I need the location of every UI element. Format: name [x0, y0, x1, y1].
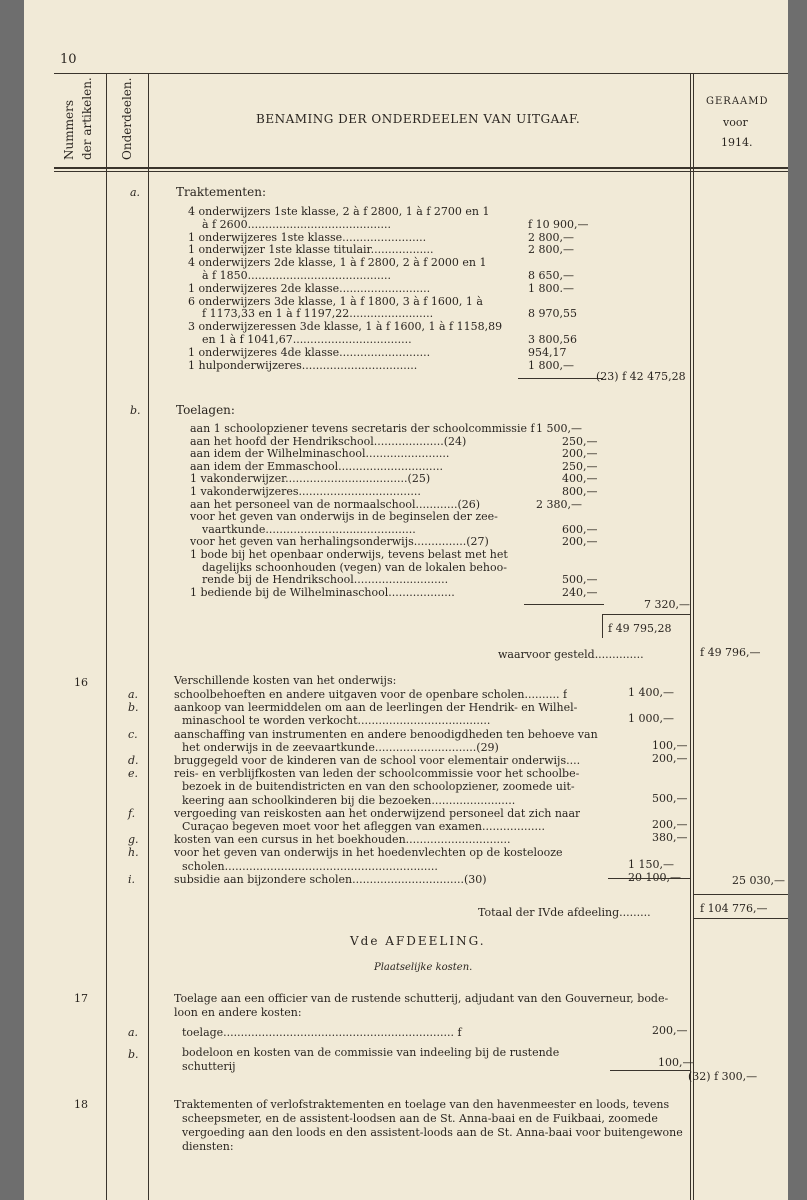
sec-b-line: 1 bode bij het openbaar onderwijs, tevens belast met het: [190, 548, 508, 561]
art17-text-1: Toelage aan een officier van de rustende schutterij, adjudant van den Gouverneur, bode-: [174, 992, 669, 1005]
art16-item-text: Curaçao begeven moet voor het afleggen van examen..................: [182, 820, 545, 833]
sec-a-line-amount: 2 800,—: [528, 230, 574, 244]
sec-b-line: aan het hoofd der Hendrikschool....................(24): [190, 434, 467, 448]
sec-a-total: (23) f 42 475,28: [596, 370, 686, 383]
sec-a-sum-rule: [518, 378, 603, 379]
totaal-rule: [693, 894, 788, 895]
art16-item-amount: 1 150,—: [628, 857, 674, 871]
art18-text-1: Traktementen of verlofstraktementen en toelage van den havenmeester en loods, tevens: [174, 1098, 670, 1111]
sec-b-line: rende bij de Hendrikschool...........................: [202, 573, 449, 587]
sec-a-line: 4 onderwijzers 2de klasse, 1 à f 2800, 2 à f 2000 en 1: [188, 256, 487, 270]
sec-b-line: vaartkunde...........................................: [202, 522, 416, 536]
art18-text-3: vergoeding aan den loods en den assistent-loods aan de St. Anna-baai voor buitengewone: [182, 1126, 683, 1139]
sec-a-line: 1 onderwijzer 1ste klasse titulair..................: [188, 243, 434, 257]
art16-item-marker: d.: [128, 754, 139, 767]
sec-b-sum-rule: [524, 604, 604, 605]
waarvoor-gesteld: waarvoor gesteld..............: [498, 648, 644, 661]
sec-b-line-amount: 800,—: [562, 485, 598, 498]
sec-a-line: 1 onderwijzeres 1ste klasse........................: [188, 230, 427, 244]
header-rule-2: [54, 171, 788, 172]
header-col1-line1: Nummers: [62, 100, 76, 160]
art17-number: 17: [74, 992, 88, 1005]
art18-text-4: diensten:: [182, 1140, 234, 1153]
art17-b-text-2: schutterij: [182, 1060, 236, 1073]
sec-a-line: à f 2600.........................................: [202, 217, 391, 231]
art16-heading: Verschillende kosten van het onderwijs:: [174, 674, 397, 687]
art16-item-amount: 1 400,—: [628, 686, 674, 699]
sec-b-line: 1 bediende bij de Wilhelminaschool...................: [190, 585, 455, 599]
art16-item-text: reis- en verblijfkosten van leden der schoolcommissie voor het schoolbe-: [174, 767, 580, 781]
subtotal-bracket: [602, 614, 603, 638]
art17-b-marker: b.: [128, 1048, 139, 1061]
column-divider-3: [690, 73, 691, 1200]
art16-item-text: voor het geven van onderwijs in het hoedenvlechten op de kostelooze: [174, 846, 563, 860]
art16-item-text: bruggegeld voor de kinderen van de school voor elementair onderwijs....: [174, 754, 581, 767]
art16-item-amount: 100,—: [652, 738, 688, 752]
sec-a-line-amount: 954,17: [528, 345, 567, 359]
column-divider-1: [106, 73, 107, 1200]
sec-b-line-amount: 250,—: [562, 434, 598, 448]
sec-a-marker: a.: [130, 186, 141, 199]
sec-a-line-amount: 8 970,55: [528, 307, 577, 321]
art16-item-text: het onderwijs in de zeevaartkunde.............................(29): [182, 740, 499, 754]
art16-item-amount: 380,—: [652, 831, 688, 845]
header-col1-line2: der artikelen.: [80, 77, 94, 160]
sec-a-line-amount: 2 800,—: [528, 243, 574, 257]
sec-b-line: aan idem der Emmaschool..............................: [190, 459, 443, 473]
sec-a-line-amount: 3 800,56: [528, 333, 577, 346]
header-voor: voor: [723, 116, 748, 129]
sec-a-line-amount: f 10 900,—: [528, 217, 589, 231]
sec-b-line: voor het geven van onderwijs in de beginselen der zee-: [190, 510, 498, 524]
art16-item-text: kosten van een cursus in het boekhouden..............................: [174, 833, 511, 847]
sec-b-line-amount: 200,—: [562, 535, 598, 549]
sec-a-line: f 1173,33 en 1 à f 1197,22........................: [202, 307, 434, 321]
sec-b-line: aan het personeel van de normaalschool............(26): [190, 497, 481, 511]
art16-number: 16: [74, 676, 88, 689]
art16-item-marker: h.: [128, 846, 139, 860]
sec-a-line: 1 hulponderwijzeres.................................: [188, 358, 418, 372]
sec-b-line-amount: 250,—: [562, 459, 598, 473]
header-rule: [54, 167, 788, 169]
art18-number: 18: [74, 1098, 88, 1111]
sec-a-line: 4 onderwijzers 1ste klasse, 2 à f 2800, 1 à f 2700 en 1: [188, 205, 490, 218]
art17-total: (32) f 300,—: [688, 1070, 758, 1083]
sec-a-line: 6 onderwijzers 3de klasse, 1 à f 1800, 3 à f 1600, 1 à: [188, 294, 483, 308]
sec-b-heading: Toelagen:: [176, 403, 235, 417]
sec-b-line-amount: 400,—: [562, 472, 598, 486]
art17-a-amount: 200,—: [652, 1024, 688, 1037]
afdeeling-subtitle: Plaatselijke kosten.: [374, 962, 473, 973]
waarvoor-amount: f 49 796,—: [700, 646, 761, 659]
sec-b-line-amount: 2 380,—: [536, 497, 582, 511]
art17-b-amount: 100,—: [658, 1056, 694, 1069]
header-col2: Onderdeelen.: [120, 77, 134, 160]
art16-item-marker: a.: [128, 688, 139, 701]
sec-b-line-amount: 240,—: [562, 585, 598, 599]
sec-b-marker: b.: [130, 404, 141, 417]
art16-item-text: aanschaffing van instrumenten en andere benoodigdheden ten behoeve van: [174, 727, 598, 741]
document-page: [24, 0, 788, 1200]
sec-a-line: 3 onderwijzeressen 3de klasse, 1 à f 1600, 1 à f 1158,89: [188, 320, 503, 334]
art17-a-marker: a.: [128, 1026, 139, 1039]
sec-b-line: 1 vakonderwijzer...................................(25): [190, 472, 431, 486]
sec-b-line: voor het geven van herhalingsonderwijs...............(27): [190, 535, 489, 549]
sec-b-line: dagelijks schoonhouden (vegen) van de lokalen behoo-: [202, 560, 507, 574]
art17-a-text: toelage.................................................................. f: [182, 1026, 462, 1039]
totaal-amount: f 104 776,—: [700, 902, 768, 915]
sec-b-line: aan 1 schoolopziener tevens secretaris der schoolcommissie f: [190, 422, 535, 435]
art16-item-text: aankoop van leermiddelen om aan de leerlingen der Hendrik- en Wilhel-: [174, 701, 578, 715]
subtotal: f 49 795,28: [608, 622, 672, 635]
art16-item-text: minaschool te worden verkocht......................................: [182, 714, 491, 728]
sec-b-line: aan idem der Wilhelminaschool........................: [190, 447, 450, 461]
art16-item-text: keering aan schoolkinderen bij die bezoeken........................: [182, 793, 516, 807]
sec-b-line-amount: 500,—: [562, 573, 598, 587]
page-number: 10: [60, 52, 77, 67]
art16-item-marker: c.: [128, 727, 138, 741]
sec-a-line: en 1 à f 1041,67..................................: [202, 333, 412, 346]
header-geraamd: GERAAMD: [706, 96, 769, 107]
sec-b-total: 7 320,—: [644, 598, 690, 611]
sec-a-line: à f 1850.........................................: [202, 269, 391, 282]
art16-sum-rule: [608, 878, 690, 879]
sec-a-line-amount: 8 650,—: [528, 269, 574, 282]
art16-item-text: bezoek in de buitendistricten en van den schoolopziener, zoomede uit-: [182, 780, 575, 794]
sec-b-line-amount: 1 500,—: [536, 422, 582, 435]
column-divider-3b: [693, 73, 694, 1200]
header-year: 1914.: [721, 136, 753, 149]
art16-item-amount: 200,—: [652, 818, 688, 831]
sec-a-line-amount: 1 800,—: [528, 358, 574, 372]
sec-a-heading: Traktementen:: [176, 185, 266, 199]
art17-text-2: loon en andere kosten:: [174, 1006, 302, 1019]
art16-item-amount: 1 000,—: [628, 712, 674, 726]
art16-item-text: vergoeding van reiskosten aan het onderwijzend personeel dat zich naar: [174, 806, 581, 820]
art16-item-text: subsidie aan bijzondere scholen................................(30): [174, 872, 487, 886]
art16-item-marker: g.: [128, 833, 139, 847]
sec-a-line: 1 onderwijzeres 2de klasse..........................: [188, 281, 431, 295]
art17-b-text-1: bodeloon en kosten van de commissie van indeeling bij de rustende: [182, 1046, 560, 1059]
subtotal-rule: [602, 614, 690, 615]
column-divider-2: [148, 73, 149, 1200]
top-rule: [54, 73, 788, 74]
sec-b-line: 1 vakonderwijzeres...................................: [190, 485, 421, 498]
art16-total: 25 030,—: [732, 874, 785, 887]
sec-a-line: 1 onderwijzeres 4de klasse..........................: [188, 345, 431, 359]
art16-item-text: scholen.............................................................: [182, 859, 438, 873]
totaal-rule-2: [693, 918, 788, 919]
art16-item-marker: i.: [128, 872, 136, 886]
sec-a-line-amount: 1 800.—: [528, 281, 574, 295]
sec-b-line-amount: 600,—: [562, 522, 598, 536]
art16-item-marker: b.: [128, 701, 139, 715]
art16-item-text: schoolbehoeften en andere uitgaven voor de openbare scholen.......... f: [174, 688, 568, 701]
art17-sum-rule: [610, 1070, 690, 1071]
art16-item-amount: 500,—: [652, 791, 688, 805]
art16-item-marker: e.: [128, 767, 139, 781]
sec-b-line-amount: 200,—: [562, 447, 598, 461]
afdeeling-title: Vde AFDEELING.: [350, 934, 486, 948]
art16-item-marker: f.: [128, 806, 136, 820]
art18-text-2: scheepsmeter, en de assistent-loodsen aan de St. Anna-baai en de Fuikbaai, zoomede: [182, 1112, 658, 1125]
art16-item-amount: 200,—: [652, 752, 688, 765]
header-title: BENAMING DER ONDERDEELEN VAN UITGAAF.: [256, 112, 581, 126]
totaal-label: Totaal der IVde afdeeling.........: [478, 906, 651, 919]
